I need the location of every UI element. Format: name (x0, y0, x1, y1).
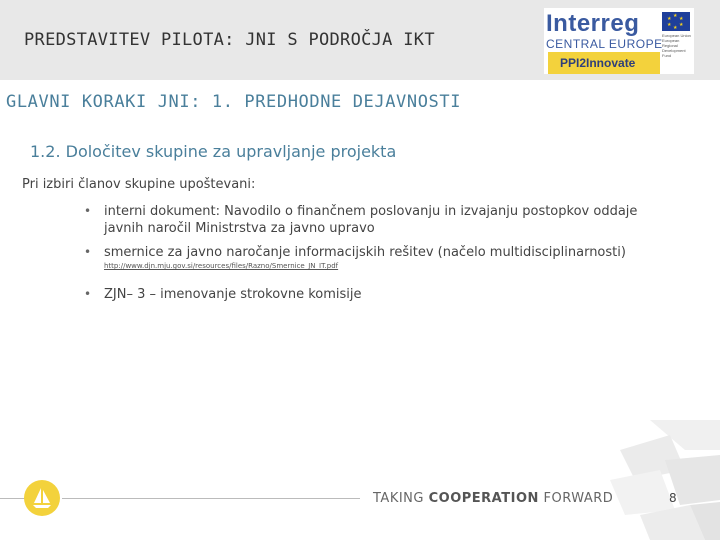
logo-brand: Interreg (546, 10, 640, 37)
bullet-icon: • (84, 245, 92, 259)
bullet-icon: • (84, 204, 92, 218)
page-number: 8 (669, 491, 677, 505)
section-title: GLAVNI KORAKI JNI: 1. PREDHODNE DEJAVNOSTI (6, 92, 462, 112)
intro-text: Pri izbiri članov skupine upoštevani: (22, 177, 256, 192)
interreg-logo (544, 8, 694, 74)
logo-program: CENTRAL EUROPE (546, 37, 663, 51)
footer-tagline (373, 491, 613, 506)
bullet-icon: • (84, 287, 92, 301)
logo-project: PPI2Innovate (560, 56, 636, 70)
tagline-part-3: FORWARD (538, 491, 614, 506)
subsection-title: 1.2. Določitev skupine za upravljanje projekta (30, 142, 397, 161)
bullet-1-line-1: interni dokument: Navodilo o finančnem poslovanju in izvajanju postopkov oddaje (104, 204, 638, 219)
footer-divider-right (62, 498, 360, 499)
bullet-1-line-2: javnih naročil Ministrstva za javno upravo (104, 221, 375, 236)
header-bar (0, 0, 720, 80)
sailboat-logo-icon (24, 480, 60, 516)
bullet-2-line-1: smernice za javno naročanje informacijskih rešitev (načelo multidisciplinarnosti) (104, 245, 626, 260)
guidelines-link[interactable]: http://www.djn.mju.gov.si/resources/files/Razno/Smernice_JN_IT.pdf (104, 262, 339, 270)
logo-project-badge (548, 52, 660, 74)
header-title: PREDSTAVITEV PILOTA: JNI S PODROČJA IKT (24, 30, 435, 50)
decorative-arrows-graphic (590, 420, 720, 540)
eu-flag-icon: ★ ★ ★ ★ ★ ★ (662, 12, 690, 31)
logo-eu-text: European Union European Regional Development Fund (662, 33, 691, 58)
tagline-part-2: COOPERATION (428, 491, 539, 506)
bullet-3-line-1: ZJN– 3 – imenovanje strokovne komisije (104, 287, 362, 302)
tagline-part-1: TAKING (373, 491, 429, 506)
